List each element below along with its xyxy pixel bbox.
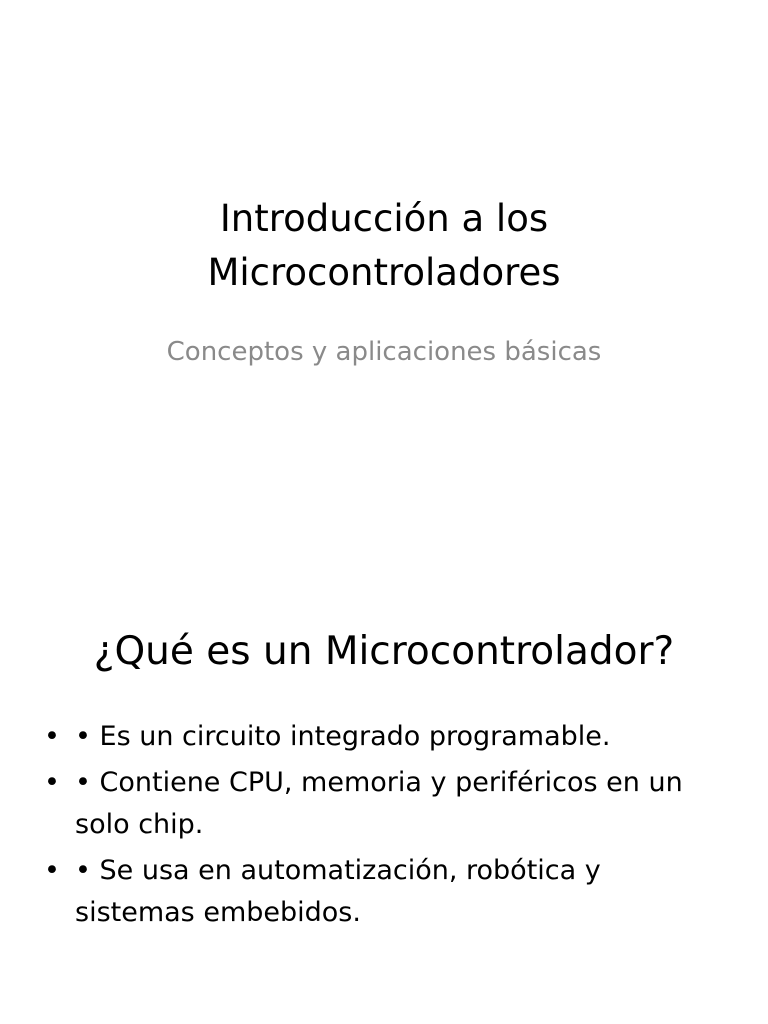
bullet-text: • Se usa en automatización, robótica y sistemas embebidos. <box>75 855 601 928</box>
title-line-1: Introducción a los <box>219 197 549 240</box>
presentation-title <box>0 192 768 300</box>
title-line-2: Microcontroladores <box>207 251 561 294</box>
bullet-list <box>0 716 720 938</box>
bullet-item <box>0 716 720 758</box>
bullet-icon: • <box>44 767 60 798</box>
content-slide <box>0 576 768 1024</box>
bullet-icon: • <box>44 855 60 886</box>
bullet-text: • Es un circuito integrado programable. <box>75 721 611 752</box>
bullet-item <box>0 850 720 934</box>
slide-title: ¿Qué es un Microcontrolador? <box>93 629 675 674</box>
bullet-text: • Contiene CPU, memoria y periféricos en un solo chip. <box>75 767 683 840</box>
bullet-item <box>0 762 720 846</box>
bullet-icon: • <box>44 721 60 752</box>
presentation-subtitle: Conceptos y aplicaciones básicas <box>166 337 602 367</box>
